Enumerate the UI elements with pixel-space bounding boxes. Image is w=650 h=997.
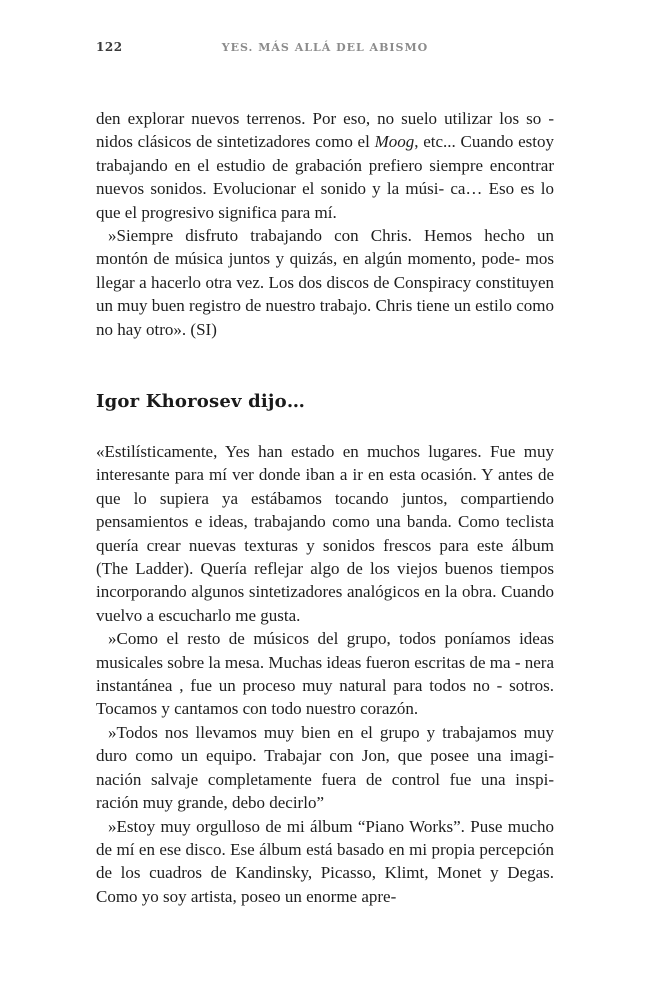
running-head: [96, 40, 554, 60]
section-paragraph: «Estilísticamente, Yes han estado en muchos lugares. Fue muy interesante para mí ver donde iban a ir en esta ocasión. Y antes de que lo supiera ya estábamos tocando juntos, compartiendo pensamientos e ideas, trabajando como una banda. Como teclista quería crear nuevas texturas y sonidos frescos para este álbum (The Ladder). Quería reflejar algo de los viejos buenos tiempos incorporando algunos sintetizadores analógicos en la obra. Cuando vuelvo a escucharlo me gusta.: [96, 442, 554, 625]
section-paragraph: »Estoy muy orgulloso de mi álbum “Piano Works”. Puse mucho de mí en ese disco. Ese álbum está basado en mi propia percepción de los cuadros de Kandinsky, Picasso, Klimt, Monet y Degas. Como yo soy artista, poseo un enorme apre-: [96, 816, 554, 906]
italic-term: Moog: [374, 132, 415, 152]
intro-text: [96, 107, 554, 341]
intro-paragraph: [96, 107, 554, 224]
page-number: 122: [96, 40, 123, 54]
section-text: [96, 440, 554, 908]
paragraph-text: den explorar nuevos terrenos. Por eso, no suelo utilizar los so - nidos clásicos de sintetizadores como el: [96, 109, 554, 152]
section-paragraph: »Como el resto de músicos del grupo, todos poníamos ideas musicales sobre la mesa. Muchas ideas fueron escritas de ma - nera instantánea , fue un proceso muy natural para todos no - sotros. Tocamos y cantamos con todo nuestro corazón.: [96, 629, 554, 719]
section-paragraph: »Todos nos llevamos muy bien en el grupo y trabajamos muy duro como un equipo. Trabajar con Jon, que posee una imagi- nación salvaje completamente fuera de control fue una inspi- ración muy grande, debo decirlo”: [96, 722, 554, 813]
section-heading: Igor Khorosev dijo…: [96, 391, 306, 412]
intro-paragraph: »Siempre disfruto trabajando con Chris. Hemos hecho un montón de música juntos y quizás, en algún momento, pode- mos llegar a hacerlo otra vez. Los dos discos de Conspiracy constituyen un muy buen registro de nuestro trabajo. Chris tiene un estilo como no hay otro». (SI): [96, 226, 554, 339]
paragraph-text: , etc... Cuando estoy trabajando en el estudio de grabación prefiero siempre encontrar nuevos sonidos. Evolucionar el sonido y la músi- ca… Eso es lo que el progresivo significa para mí.: [96, 132, 554, 222]
book-title: YES. MÁS ALLÁ DEL ABISMO: [221, 41, 429, 54]
